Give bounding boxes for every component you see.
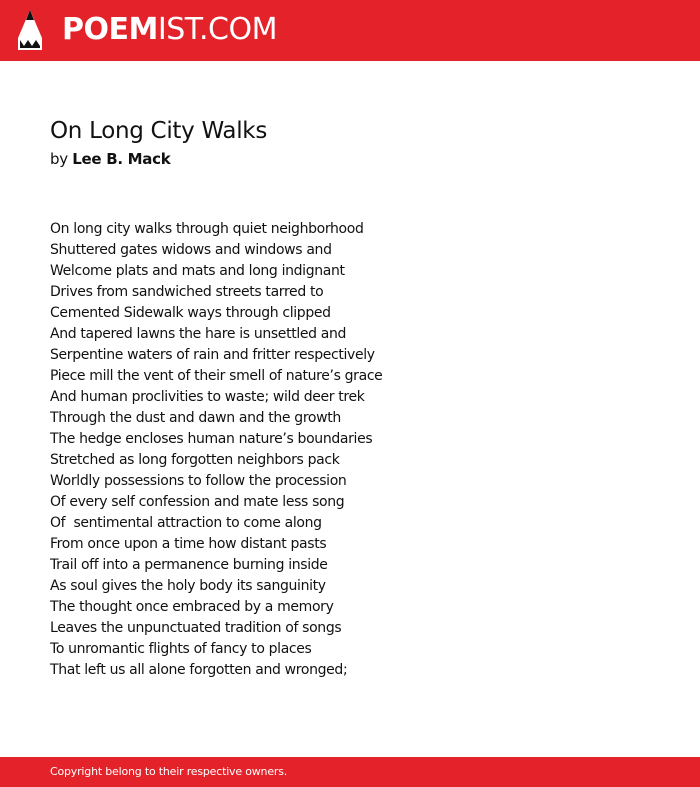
poem-line: Of every self confession and mate less song <box>50 494 345 510</box>
poem-line: Through the dust and dawn and the growth <box>50 410 341 426</box>
poem-line: And tapered lawns the hare is unsettled and <box>50 326 347 342</box>
poem-line: Piece mill the vent of their smell of nature’s grace <box>50 368 383 384</box>
logo-text-bold: POEM <box>62 12 158 47</box>
poem-line: Trail off into a permanence burning inside <box>50 557 328 573</box>
by-label: by <box>50 150 68 168</box>
poem-line: Shuttered gates widows and windows and <box>50 242 332 258</box>
poem-line: The thought once embraced by a memory <box>50 599 334 615</box>
poem-body <box>50 219 610 681</box>
poem-line: That left us all alone forgotten and wronged; <box>50 662 348 678</box>
poem-title: On Long City Walks <box>50 118 268 144</box>
site-logo[interactable] <box>62 12 277 48</box>
site-footer <box>0 757 700 787</box>
poem-line: Leaves the unpunctuated tradition of songs <box>50 620 342 636</box>
poem-line: And human proclivities to waste; wild deer trek <box>50 389 365 405</box>
poem-line: Cemented Sidewalk ways through clipped <box>50 305 331 321</box>
poem-line: From once upon a time how distant pasts <box>50 536 327 552</box>
byline <box>50 149 170 169</box>
poem-line: Drives from sandwiched streets tarred to <box>50 284 324 300</box>
poem-line: Stretched as long forgotten neighbors pack <box>50 452 340 468</box>
poem-line: To unromantic flights of fancy to places <box>50 641 312 657</box>
logo-text-light: IST.COM <box>157 12 277 47</box>
pencil-icon <box>18 10 42 50</box>
poem-line: Welcome plats and mats and long indignant <box>50 263 345 279</box>
poem-line: Serpentine waters of rain and fritter respectively <box>50 347 375 363</box>
poem-line: Worldly possessions to follow the procession <box>50 473 347 489</box>
poem-line: The hedge encloses human nature’s boundaries <box>50 431 373 447</box>
author-name: Lee B. Mack <box>72 150 171 168</box>
poem-line: Of sentimental attraction to come along <box>50 515 322 531</box>
site-header <box>0 0 700 61</box>
poem-line: As soul gives the holy body its sanguinity <box>50 578 326 594</box>
poem-line: On long city walks through quiet neighborhood <box>50 221 364 237</box>
copyright-text: Copyright belong to their respective owners. <box>50 765 288 778</box>
